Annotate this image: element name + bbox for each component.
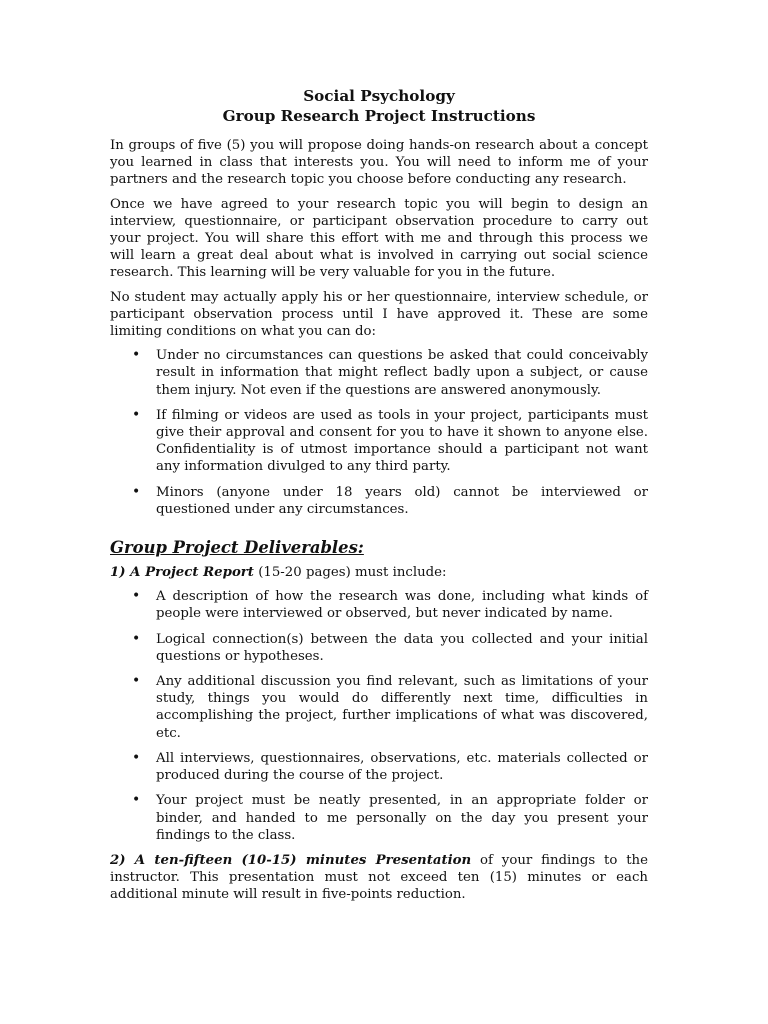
presentation-paragraph [110,852,648,904]
presentation-label: 2) A ten-fifteen (10-15) minutes Presentation [110,852,472,868]
report-text: (15-20 pages) must include: [253,565,447,581]
intro-paragraph-3: No student may actually apply his or her questionnaire, interview schedule, or participant observation process until I have approved it. These are some limiting conditions on what you can do: [110,289,648,340]
deliverables-heading: Group Project Deliverables: [110,538,364,558]
list-item: • Minors (anyone under 18 years old) cannot be interviewed or questioned under any circumstances. [110,484,648,518]
list-item: • A description of how the research was done, including what kinds of people were interviewed or observed, but never indicated by name. [110,588,648,622]
document-title [110,86,648,126]
list-item: • All interviews, questionnaires, observations, etc. materials collected or produced during the course of the project. [110,750,648,784]
report-label: 1) A Project Report [110,565,254,581]
list-item: • Logical connection(s) between the data you collected and your initial questions or hypotheses. [110,631,648,665]
report-intro [110,564,648,581]
course-title: Social Psychology [303,87,455,105]
report-requirements-list [110,588,648,844]
limiting-conditions-list [110,347,648,518]
list-item: • If filming or videos are used as tools in your project, participants must give their approval and consent for you to have it shown to anyone else. Confidentiality is of utmost importance should a participant not want any information divulged to any third party. [110,407,648,476]
project-title: Group Research Project Instructions [222,107,536,125]
list-item: • Under no circumstances can questions be asked that could conceivably result in information that might reflect badly upon a subject, or cause them injury. Not even if the questions are answered anonymously. [110,347,648,399]
document-page [110,86,648,911]
intro-paragraph-1: In groups of five (5) you will propose doing hands-on research about a concept you learned in class that interests you. You will need to inform me of your partners and the research topic you choose before conducting any research. [110,138,648,188]
intro-paragraph-2: Once we have agreed to your research topic you will begin to design an interview, questionnaire, or participant observation procedure to carry out your project. You will share this effort with me and through this process we will learn a great deal about what is involved in carrying out social science research. This learning will be very valuable for you in the future. [110,196,648,281]
list-item: • Your project must be neatly presented, in an appropriate folder or binder, and handed to me personally on the day you present your findings to the class. [110,792,648,844]
presentation-text: of your findings to the instructor. This presentation must not exceed ten (15) minutes or each additional minute will result in five-points reduction. [110,852,648,903]
list-item: • Any additional discussion you find relevant, such as limitations of your study, things you would do differently next time, difficulties in accomplishing the project, further implications of what was discovered, etc. [110,673,648,742]
